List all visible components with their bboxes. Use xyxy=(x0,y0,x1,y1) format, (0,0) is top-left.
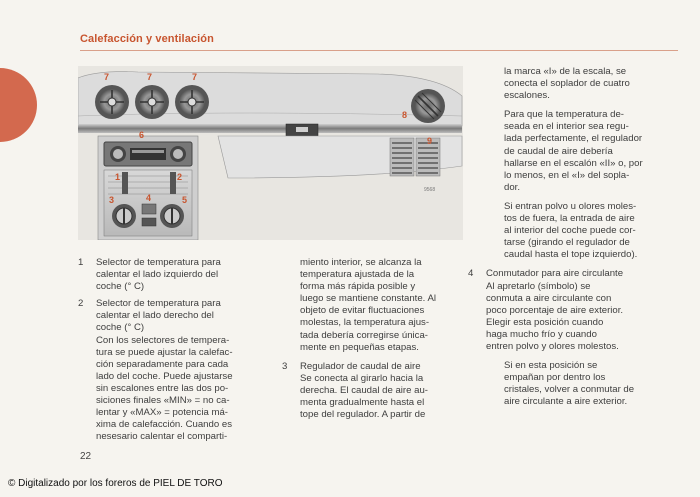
item-line: Al apretarlo (símbolo) se xyxy=(486,280,591,292)
item-line: Con los selectores de tempera- xyxy=(96,334,230,346)
item-line: Si en esta posición se xyxy=(504,360,598,372)
callout-8: 8 xyxy=(402,110,408,120)
item-line: Conmutador para aire circulante xyxy=(486,268,624,280)
item-line: empañan por dentro los xyxy=(504,372,606,384)
text-column-1 xyxy=(78,257,268,444)
item-4 xyxy=(468,268,682,353)
item-line: sin escalones entre las dos po- xyxy=(96,382,229,394)
item-line: seada en el interior sea regu- xyxy=(504,121,629,133)
item-line: molestas, la temperatura ajus- xyxy=(300,317,430,329)
page-number: 22 xyxy=(80,451,92,462)
item-line: caudal hasta el tope izquierdo). xyxy=(504,249,638,261)
center-vent-right xyxy=(175,85,209,119)
callout-9: 9 xyxy=(427,136,433,146)
item-line: mente en pequeñas etapas. xyxy=(300,341,419,353)
item-line: Selector de temperatura para xyxy=(96,298,221,310)
item-2 xyxy=(78,298,268,443)
item-line: Elegir esta posición cuando xyxy=(486,316,604,328)
item-3 xyxy=(282,361,472,421)
item-line: dor. xyxy=(504,181,521,193)
side-vent xyxy=(411,89,445,123)
center-vent-middle xyxy=(135,85,169,119)
air-flow-regulator xyxy=(142,204,156,214)
item-line: Para que la temperatura de- xyxy=(504,109,624,121)
text-column-2 xyxy=(282,257,472,422)
item-line: tos de fuera, la entrada de aire xyxy=(504,213,635,225)
item-line: de caudal de aire debería xyxy=(504,145,613,157)
item-line: aire circulante a aire exterior. xyxy=(504,396,628,408)
item-line: menta gradualmente hasta el xyxy=(300,397,425,409)
item-line: tada debería corregirse única- xyxy=(300,329,428,341)
recirculation-button xyxy=(142,218,156,226)
section-thumb-tab xyxy=(0,68,37,142)
item-line: tura se puede ajustar la calefac- xyxy=(96,346,233,358)
item-line: Si entran polvo u olores moles- xyxy=(504,200,637,212)
callout-1: 1 xyxy=(115,172,121,182)
paragraph-regulation xyxy=(486,109,682,194)
callout-3: 3 xyxy=(109,195,115,205)
item-line: calentar el lado izquierdo del xyxy=(96,269,219,281)
item-line: calentar el lado derecho del xyxy=(96,310,214,322)
item-line: forma más rápida posible y xyxy=(300,281,416,293)
item-line: conecta el soplador de cuatro xyxy=(504,78,630,90)
item-number: 2 xyxy=(78,298,84,310)
item-line: escalones. xyxy=(504,90,550,102)
item-line: poco porcentaje de aire exterior. xyxy=(486,304,624,316)
item-line: lo menos, en el «I» del sopla- xyxy=(504,169,630,181)
item-line: Selector de temperatura para xyxy=(96,257,221,268)
item-line: al interior del coche puede cor- xyxy=(504,225,636,237)
page-title: Calefacción y ventilación xyxy=(80,33,214,45)
callout-4: 4 xyxy=(146,193,152,203)
item-2-continued xyxy=(282,257,472,354)
item-line: conmuta a aire circulante con xyxy=(486,292,612,304)
item-line: coche (° C) xyxy=(96,281,145,293)
digitization-credit: © Digitalizado por los foreros de PIEL DE TORO xyxy=(8,478,223,489)
center-vent-left xyxy=(95,85,129,119)
item-line: cristales, volver a conmutar de xyxy=(504,384,635,396)
temp-slider-right xyxy=(170,172,176,194)
item-line: Regulador de caudal de aire xyxy=(300,360,421,372)
callout-7c: 7 xyxy=(192,72,198,82)
callout-7a: 7 xyxy=(104,72,110,82)
item-line: xima de calefacción. Cuando es xyxy=(96,419,232,431)
item-line: hallarse en el escalón «II» o, por xyxy=(504,157,643,169)
item-line: temperatura ajustada de la xyxy=(300,269,415,281)
item-line: ción separadamente para cada xyxy=(96,358,229,370)
item-line: tarse (girando el regulador de xyxy=(504,237,630,249)
item-3-continued xyxy=(486,66,682,102)
item-line: nesesario calentar el comparti- xyxy=(96,431,228,443)
temp-slider-left xyxy=(122,172,128,194)
item-line: lado del coche. Puede ajustarse xyxy=(96,370,233,382)
text-column-3 xyxy=(468,66,682,409)
item-line: haga mucho frío y cuando xyxy=(486,328,597,340)
item-line: lada perfectamente, el regulador xyxy=(504,133,643,145)
callout-2: 2 xyxy=(177,172,183,182)
item-1 xyxy=(78,257,268,293)
item-line: tope del regulador. A partir de xyxy=(300,409,426,421)
item-line: entren polvo y olores molestos. xyxy=(486,340,619,352)
callout-5: 5 xyxy=(182,195,188,205)
item-line: la marca «I» de la escala, se xyxy=(504,66,627,77)
callout-6: 6 xyxy=(139,130,145,140)
item-line: objeto de evitar fluctuaciones xyxy=(300,305,425,317)
item-number: 4 xyxy=(468,268,474,280)
item-number: 1 xyxy=(78,257,84,268)
item-line: miento interior, se alcanza la xyxy=(300,257,422,268)
dashboard-drawing xyxy=(78,66,463,240)
item-number: 3 xyxy=(282,360,288,372)
item-line: Se conecta al girarlo hacia la xyxy=(300,372,424,384)
figure-code: 9568 xyxy=(424,187,436,193)
item-line: luego se mantiene constante. Al xyxy=(300,293,437,305)
paragraph-dust xyxy=(486,201,682,261)
paragraph-fogging xyxy=(486,360,682,408)
title-rule xyxy=(80,50,678,51)
item-line: derecha. El caudal de aire au- xyxy=(300,384,428,396)
dashboard-illustration xyxy=(78,66,463,240)
item-line: lentar y «MAX» = potencia má- xyxy=(96,407,228,419)
item-line: siciones finales «MIN» = no ca- xyxy=(96,395,230,407)
callout-7b: 7 xyxy=(147,72,153,82)
item-line: coche (° C) xyxy=(96,322,145,334)
